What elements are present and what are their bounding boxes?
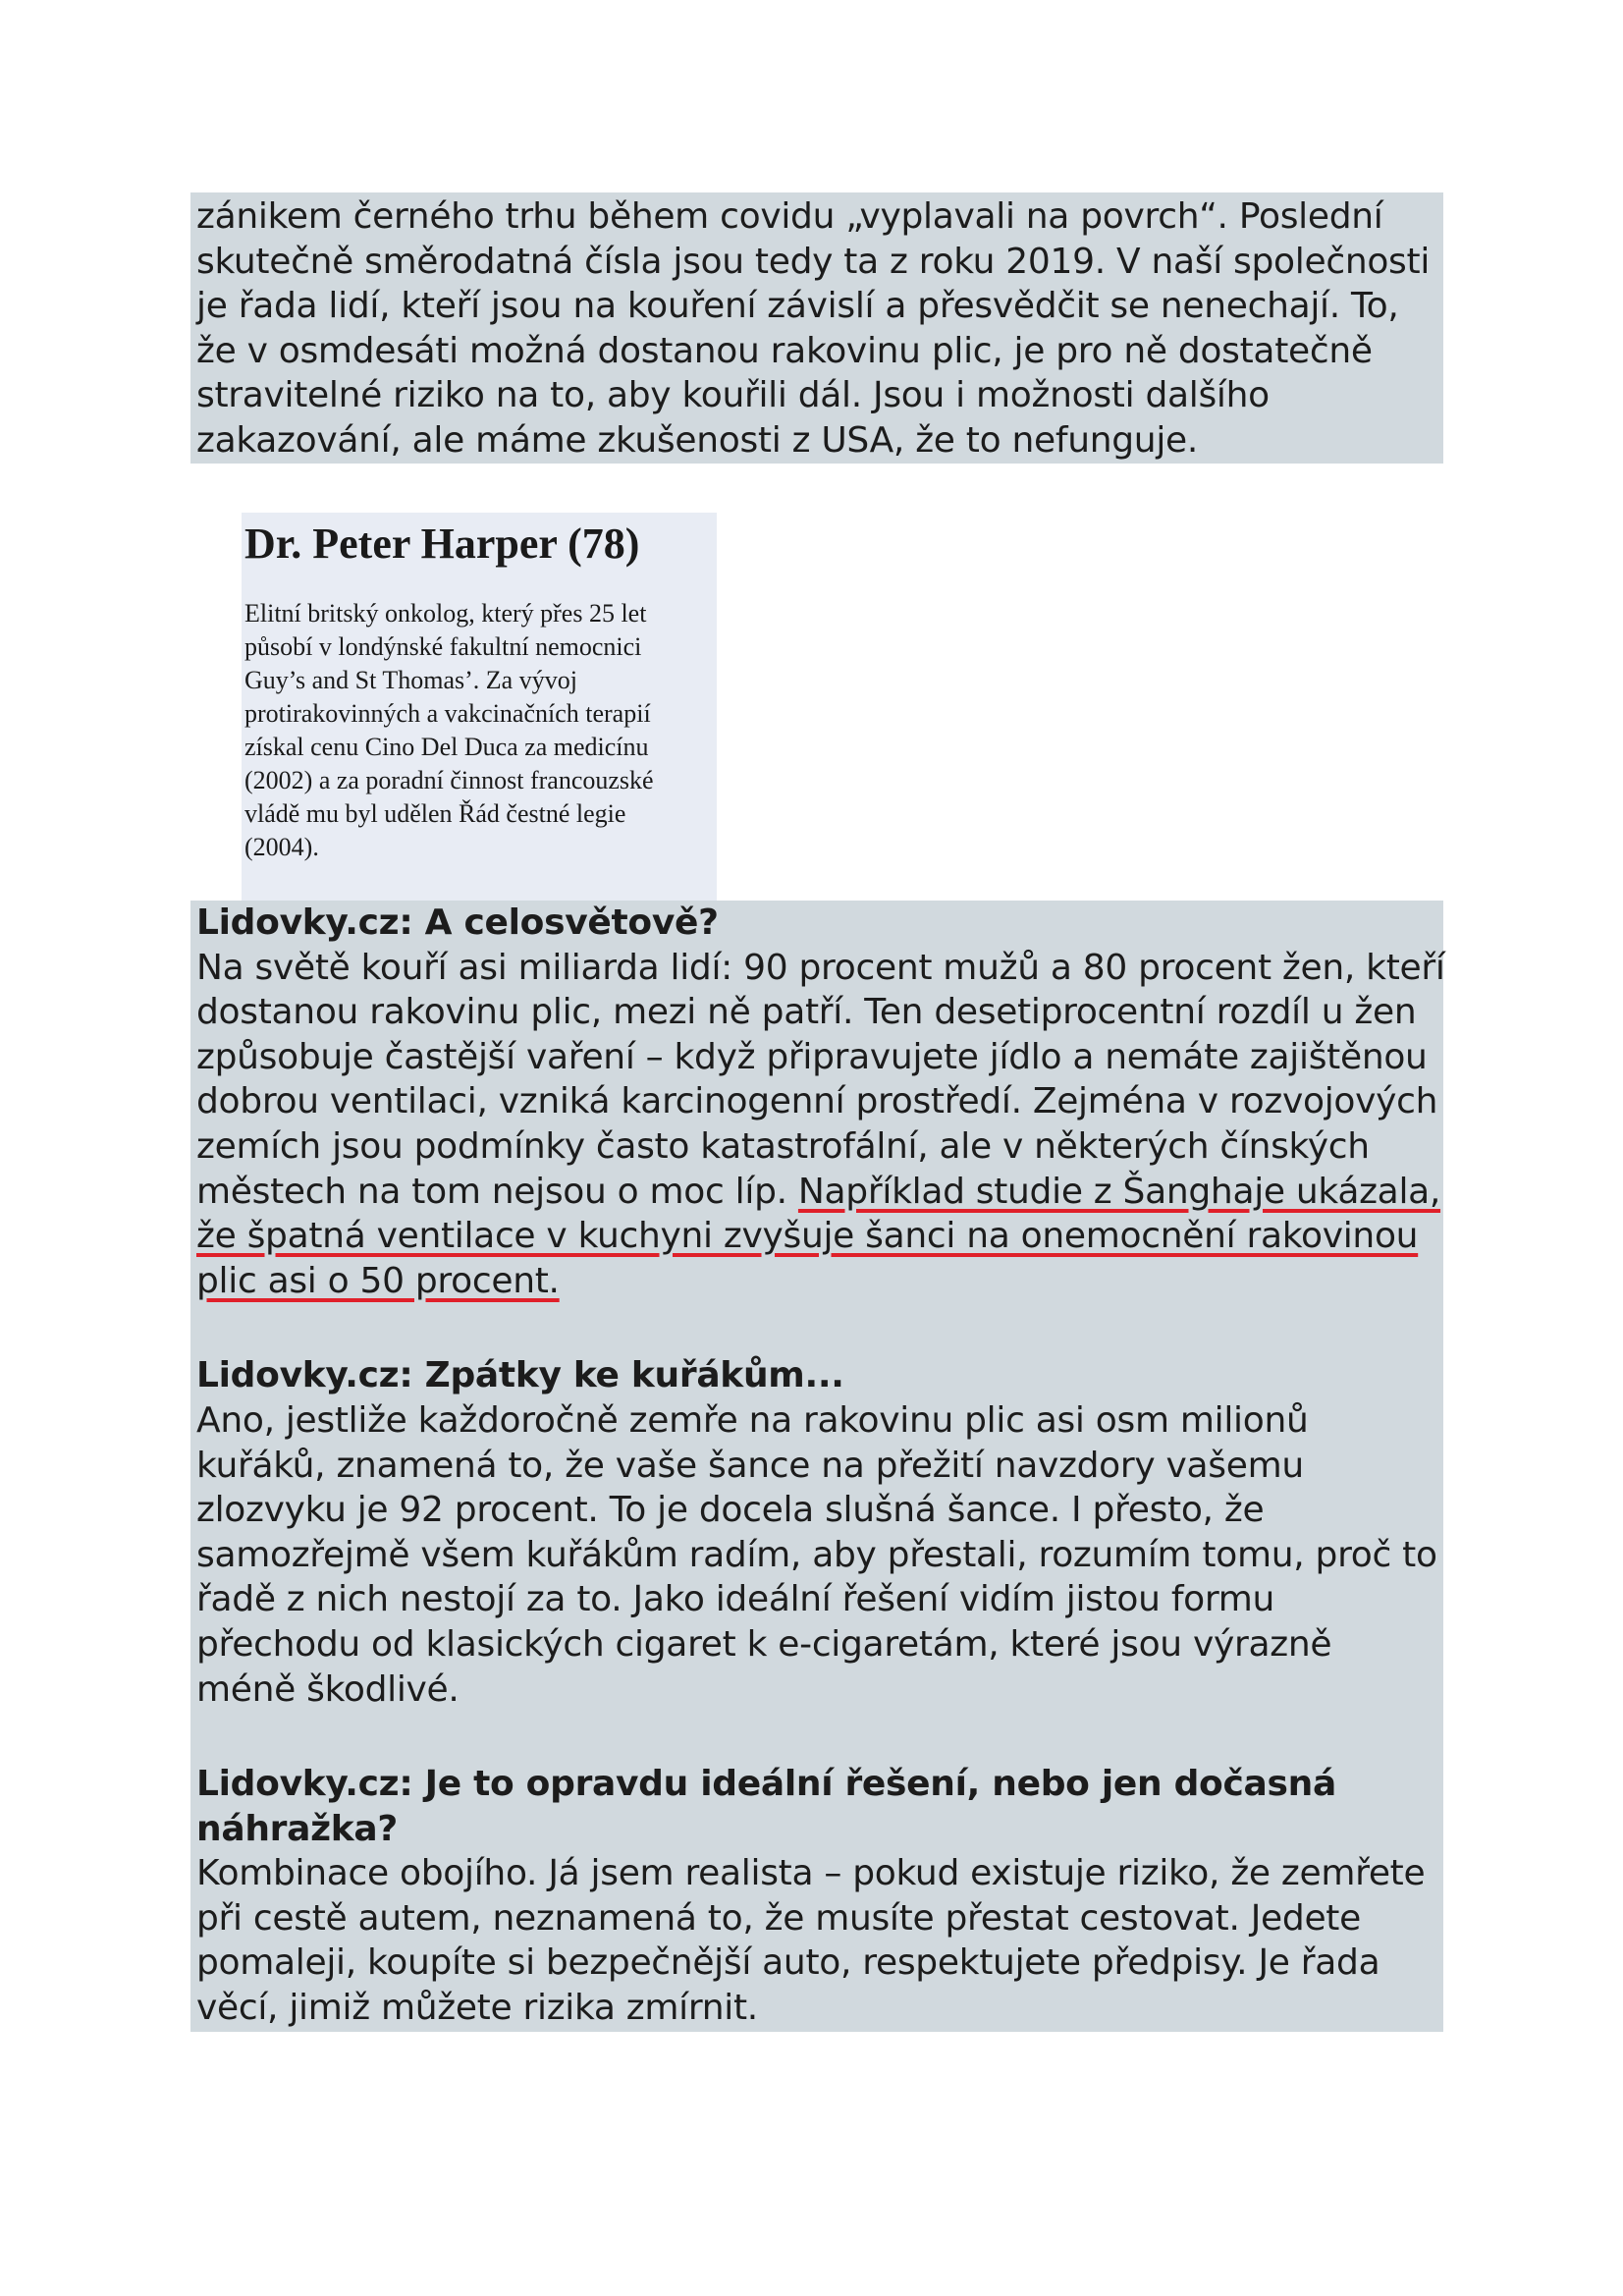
question-heading — [196, 1762, 1435, 1851]
bio-text — [244, 597, 717, 864]
answer-line: dostanou rakovinu plic, mezi ně patří. Ten desetiprocentní rozdíl u žen — [196, 992, 1417, 1033]
underlined-text: že špatná ventilace v kuchyni zvyšuje šanci na onemocnění rakovinou — [196, 1216, 1419, 1257]
top-paragraph — [196, 194, 1435, 464]
text-line: stravitelné riziko na to, aby kouřili dál. Jsou i možnosti dalšího — [196, 375, 1270, 416]
text-line: skutečně směrodatná čísla jsou tedy ta z roku 2019. V naší společnosti — [196, 241, 1431, 282]
bio-line: Guy’s and St Thomas’. Za vývoj — [244, 666, 577, 694]
answer-line: Kombinace obojího. Já jsem realista – pokud existuje riziko, že zemřete — [196, 1853, 1426, 1894]
bio-line: působí v londýnské fakultní nemocnici — [244, 632, 642, 661]
text-line: zakazování, ale máme zkušenosti z USA, že to nefunguje. — [196, 419, 1199, 461]
answer-line: méně škodlivé. — [196, 1668, 460, 1710]
answer-line: způsobuje častější vaření – když připravujete jídlo a nemáte zajištěnou — [196, 1036, 1428, 1077]
interview-block — [190, 901, 1443, 2032]
answer-line: věcí, jimiž můžete rizika zmírnit. — [196, 1988, 758, 2029]
answer-line: samozřejmě všem kuřákům radím, aby přestali, rozumím tomu, proč to — [196, 1534, 1437, 1575]
question-line: náhražka? — [196, 1808, 398, 1849]
answer-line: řadě z nich nestojí za to. Jako ideální řešení vidím jistou formu — [196, 1579, 1275, 1620]
answer-line: Ano, jestliže každoročně zemře na rakovinu plic asi osm milionů — [196, 1399, 1309, 1441]
bio-line: (2004). — [244, 833, 319, 861]
question-line: Lidovky.cz: Zpátky ke kuřákům... — [196, 1355, 844, 1396]
answer-paragraph — [196, 1398, 1435, 1712]
bio-line: (2002) a za poradní činnost francouzské — [244, 766, 654, 794]
top-paragraph-block — [190, 192, 1443, 464]
answer-line — [196, 1214, 1435, 1259]
bio-line: protirakovinných a vakcinačních terapií — [244, 699, 651, 728]
answer-paragraph — [196, 1851, 1435, 2030]
answer-line: pomaleji, koupíte si bezpečnější auto, respektujete předpisy. Je řada — [196, 1942, 1380, 1984]
answer-text: městech na tom nejsou o moc líp. — [196, 1171, 798, 1212]
bio-line: Elitní britský onkolog, který přes 25 let — [244, 599, 647, 628]
question-line: Lidovky.cz: Je to opravdu ideální řešení, nebo jen dočasná — [196, 1764, 1336, 1805]
answer-line — [196, 1170, 1441, 1215]
paragraph-gap — [196, 1303, 1435, 1353]
answer-line: přechodu od klasických cigaret k e-cigaretám, které jsou výrazně — [196, 1623, 1332, 1665]
answer-line: kuřáků, znamená to, že vaše šance na přežití navzdory vašemu — [196, 1445, 1304, 1486]
text-line: zánikem černého trhu během covidu „vyplavali na povrch“. Poslední — [196, 196, 1383, 237]
bio-name: Dr. Peter Harper (78) — [244, 519, 640, 568]
answer-line: zlozvyku je 92 procent. To je docela slušná šance. I přesto, že — [196, 1490, 1265, 1531]
bio-box — [242, 513, 717, 901]
underlined-text: plic asi o 50 procent. — [196, 1260, 560, 1301]
text-line: že v osmdesáti možná dostanou rakovinu plic, je pro ně dostatečně — [196, 330, 1373, 371]
answer-paragraph — [196, 946, 1445, 1304]
paragraph-gap — [196, 1712, 1435, 1762]
answer-line: při cestě autem, neznamená to, že musíte přestat cestovat. Jedete — [196, 1897, 1361, 1939]
bio-line: vládě mu byl udělen Řád čestné legie — [244, 799, 626, 828]
underlined-text: Například studie z Šanghaje ukázala, — [797, 1171, 1441, 1212]
answer-line: zemích jsou podmínky často katastrofální, ale v některých čínských — [196, 1125, 1370, 1167]
answer-line: dobrou ventilaci, vzniká karcinogenní prostředí. Zejména v rozvojových — [196, 1081, 1438, 1122]
answer-line — [196, 1259, 1435, 1304]
bio-line: získal cenu Cino Del Duca za medicínu — [244, 733, 649, 761]
question-heading — [196, 901, 1435, 946]
text-line: je řada lidí, kteří jsou na kouření závislí a přesvědčit se nenechají. To, — [196, 286, 1399, 327]
question-line: Lidovky.cz: A celosvětově? — [196, 902, 719, 943]
question-heading — [196, 1353, 1435, 1398]
answer-line: Na světě kouří asi miliarda lidí: 90 procent mužů a 80 procent žen, kteří — [196, 947, 1445, 988]
